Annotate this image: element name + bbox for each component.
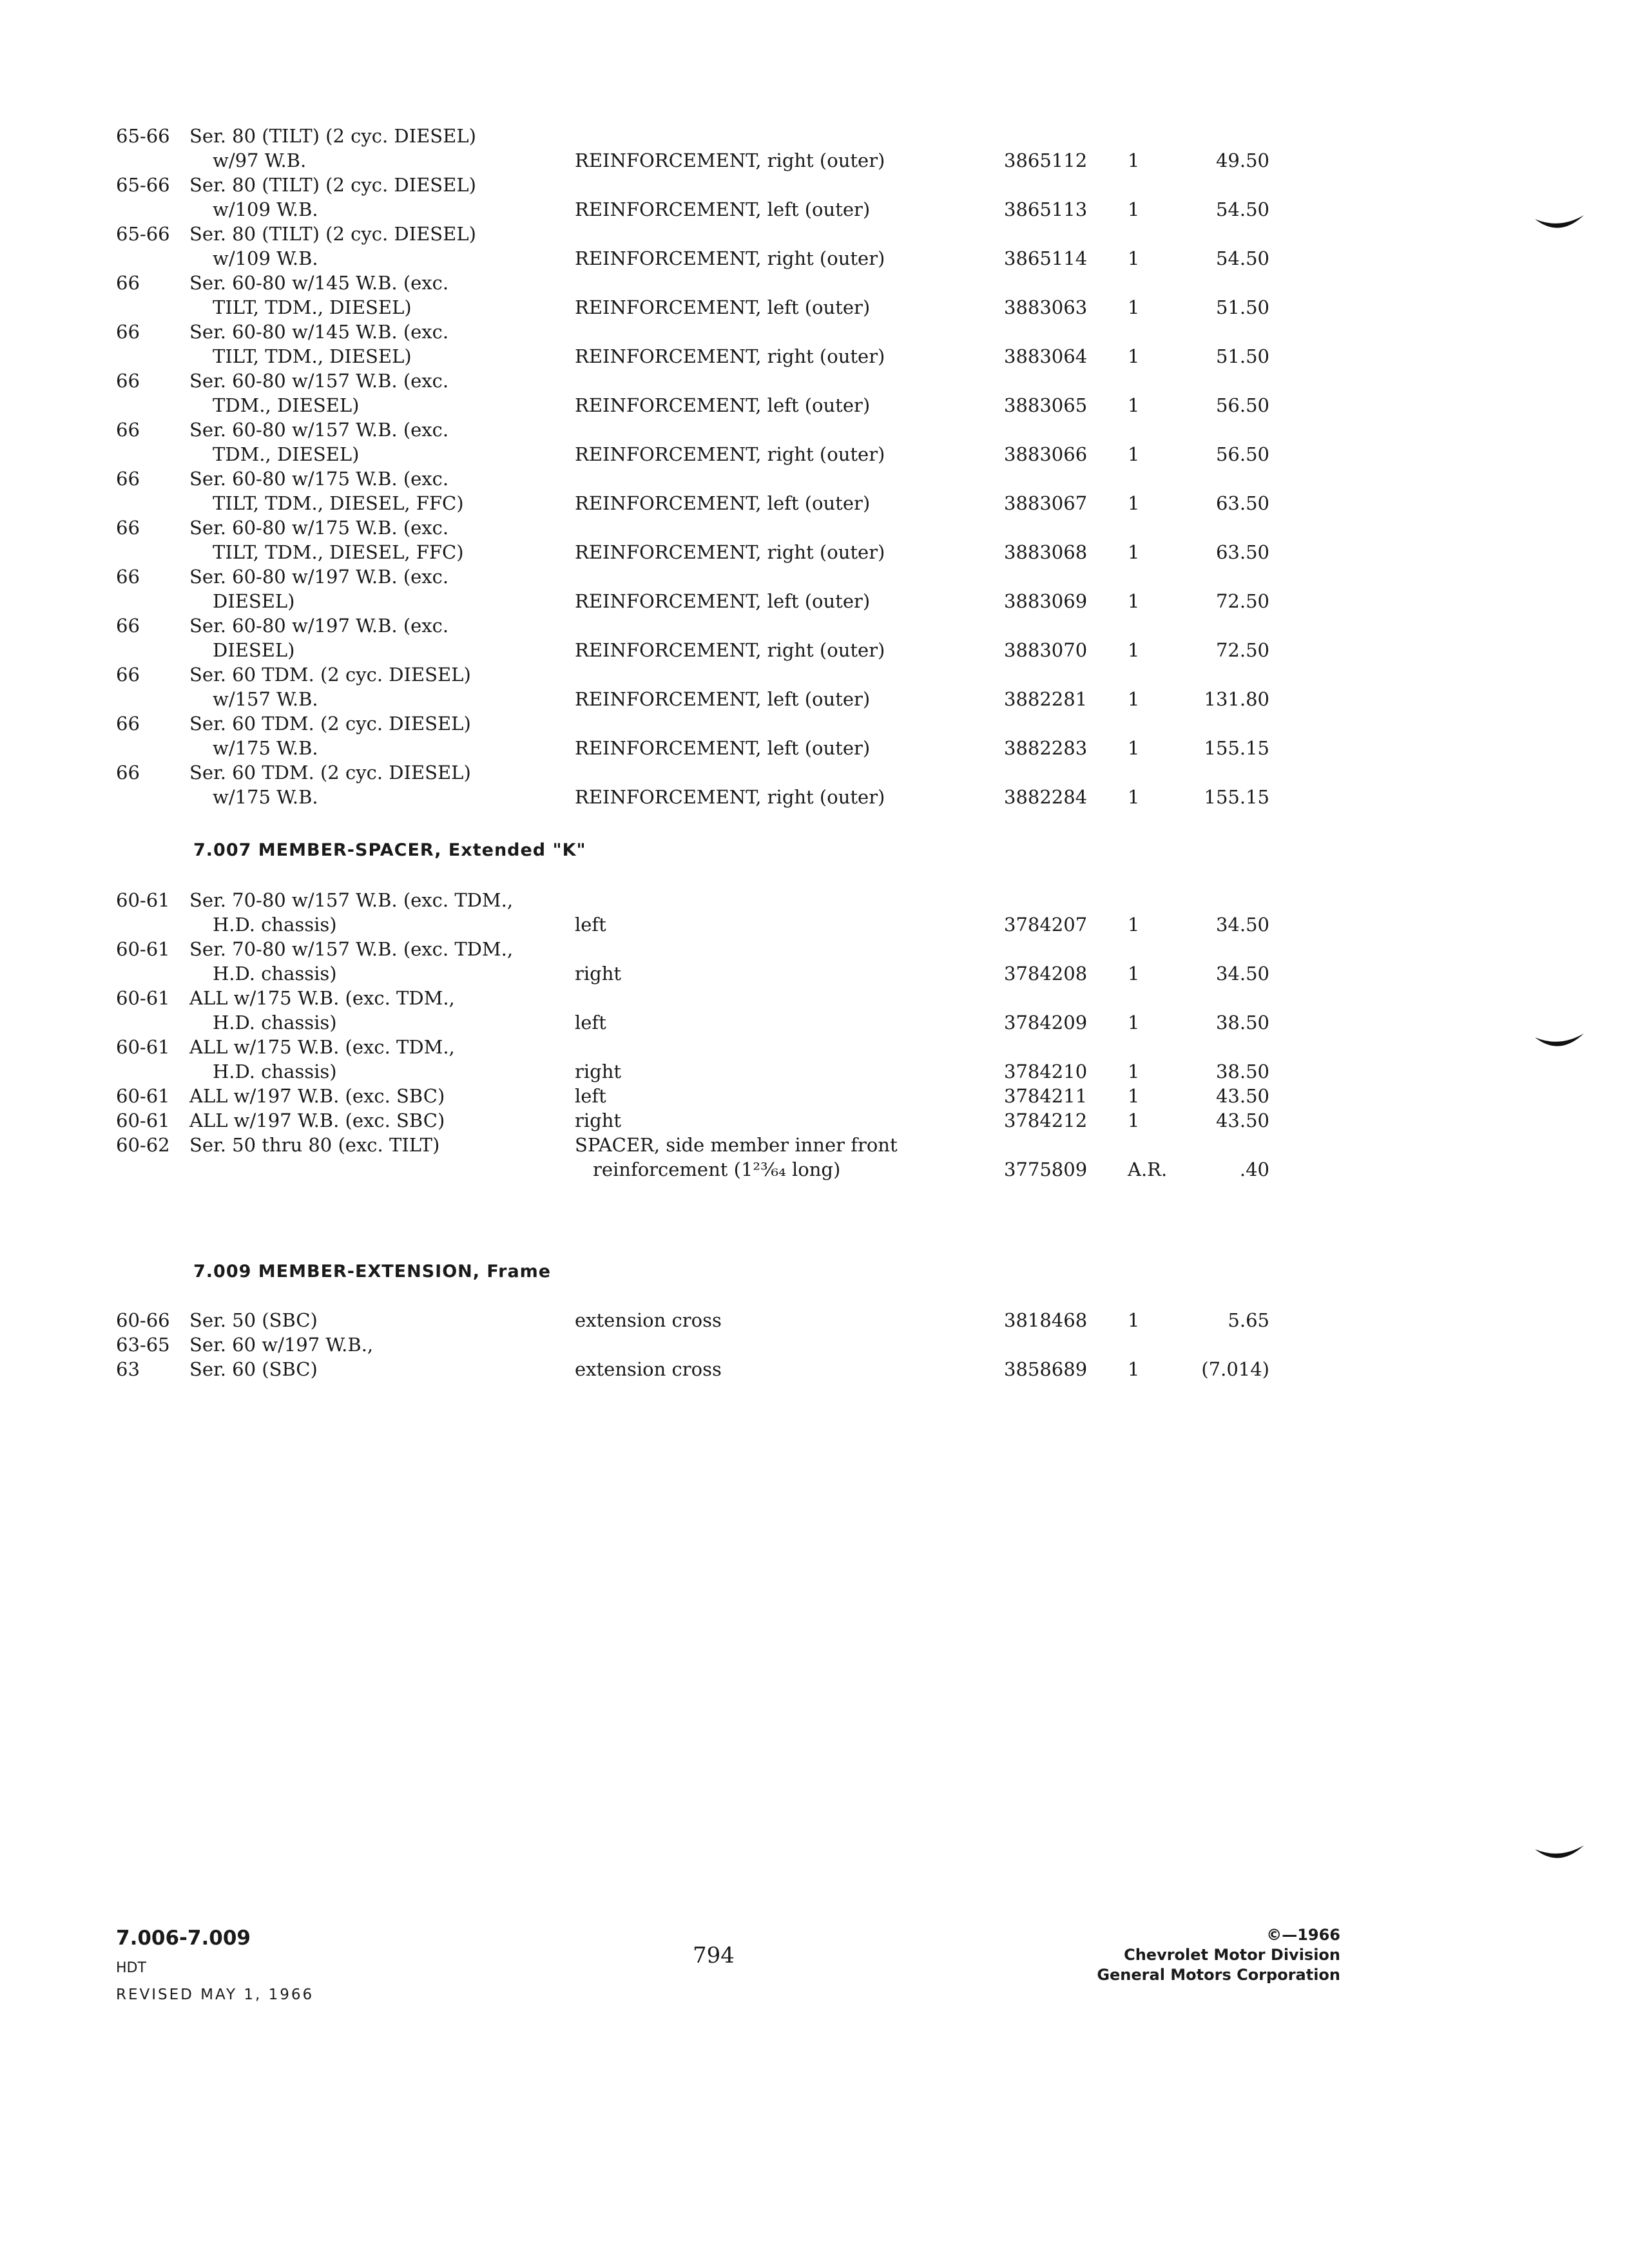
parts-entry (116, 937, 1269, 986)
entry-line (116, 961, 1269, 986)
price: 34.50 (1215, 914, 1269, 936)
application-continued: w/97 W.B. (213, 149, 307, 171)
quantity: 1 (1128, 963, 1140, 985)
part-description: right (575, 963, 622, 985)
part-description: right (575, 1061, 622, 1082)
model-years: 66 (116, 566, 140, 588)
application: Ser. 50 thru 80 (exc. TILT) (189, 1134, 440, 1156)
entry-line (116, 736, 1269, 760)
entry-line (116, 1010, 1269, 1035)
application: Ser. 50 (SBC) (189, 1309, 318, 1331)
corporation-name: General Motors Corporation (1097, 1966, 1340, 1984)
quantity: A.R. (1128, 1158, 1168, 1180)
part-number: 3784212 (1004, 1110, 1088, 1131)
quantity: 1 (1128, 345, 1140, 367)
quantity: 1 (1128, 1061, 1140, 1082)
application: Ser. 60-80 w/145 W.B. (exc. (189, 321, 449, 343)
application-continued: TILT, TDM., DIESEL, FFC) (213, 492, 464, 514)
entry-line (116, 148, 1269, 173)
application: Ser. 60 TDM. (2 cyc. DIESEL) (189, 713, 471, 735)
entry-line (116, 320, 1269, 344)
model-years: 66 (116, 272, 140, 294)
entry-line (116, 295, 1269, 320)
section-gap (116, 870, 1269, 888)
part-number: 3883065 (1004, 394, 1088, 416)
part-number: 3883067 (1004, 492, 1088, 514)
entry-line (116, 197, 1269, 222)
parts-entry (116, 662, 1269, 711)
entry-line (116, 418, 1269, 442)
model-years: 66 (116, 419, 140, 441)
entry-line (116, 1059, 1269, 1084)
parts-entry (116, 418, 1269, 466)
part-description: left (575, 914, 606, 936)
application-continued: DIESEL) (213, 590, 295, 612)
section-gap (116, 809, 1269, 831)
part-description-continued: reinforcement (1²³⁄₆₄ long) (593, 1158, 841, 1180)
application: Ser. 60 TDM. (2 cyc. DIESEL) (189, 762, 471, 783)
quantity: 1 (1128, 1309, 1140, 1331)
part-description: REINFORCEMENT, right (outer) (575, 149, 885, 171)
section-gap (116, 1182, 1269, 1253)
quantity: 1 (1128, 149, 1140, 171)
application: Ser. 80 (TILT) (2 cyc. DIESEL) (189, 125, 476, 147)
price: 34.50 (1215, 963, 1269, 985)
footer-left (116, 1927, 314, 2003)
application: Ser. 60-80 w/175 W.B. (exc. (189, 468, 449, 490)
parts-entry (116, 222, 1269, 271)
entry-line (116, 442, 1269, 466)
application-continued: w/175 W.B. (213, 786, 318, 808)
footer-right (1031, 1925, 1340, 1985)
parts-entry (116, 515, 1269, 564)
entry-line (116, 986, 1269, 1010)
part-description: REINFORCEMENT, left (outer) (575, 394, 871, 416)
price: 56.50 (1215, 443, 1269, 465)
part-number: 3784209 (1004, 1012, 1088, 1033)
entry-line (116, 1157, 1269, 1182)
parts-entry (116, 1133, 1269, 1182)
parts-entry (116, 1332, 1269, 1357)
price: 63.50 (1215, 492, 1269, 514)
price: 49.50 (1215, 149, 1269, 171)
model-years: 66 (116, 468, 140, 490)
parts-entry (116, 888, 1269, 937)
parts-entry (116, 613, 1269, 662)
parts-entry (116, 466, 1269, 515)
division-name: Chevrolet Motor Division (1124, 1946, 1340, 1964)
price: 5.65 (1228, 1309, 1269, 1331)
application: Ser. 60 TDM. (2 cyc. DIESEL) (189, 664, 471, 686)
model-years: 60-61 (116, 1110, 170, 1131)
entry-line (116, 1357, 1269, 1381)
part-number: 3784210 (1004, 1061, 1088, 1082)
parts-entry (116, 1108, 1269, 1133)
parts-entry (116, 760, 1269, 809)
part-number: 3784208 (1004, 963, 1088, 985)
part-description: extension cross (575, 1358, 722, 1380)
part-number: 3883070 (1004, 639, 1088, 661)
model-years: 60-62 (116, 1134, 170, 1156)
entry-line (116, 369, 1269, 393)
entry-line (116, 124, 1269, 148)
model-years: 60-61 (116, 1085, 170, 1107)
entry-line (116, 912, 1269, 937)
model-years: 60-66 (116, 1309, 170, 1331)
application-continued: TILT, TDM., DIESEL) (213, 296, 412, 318)
application: ALL w/197 W.B. (exc. SBC) (189, 1085, 445, 1107)
model-years: 63 (116, 1358, 140, 1380)
entry-line (116, 246, 1269, 271)
model-years: 66 (116, 321, 140, 343)
parts-entry (116, 1084, 1269, 1108)
entry-line (116, 638, 1269, 662)
part-description: left (575, 1085, 606, 1107)
application-continued: w/175 W.B. (213, 737, 318, 759)
price: 43.50 (1215, 1085, 1269, 1107)
binder-hole-mark-icon (1534, 1843, 1585, 1866)
application: Ser. 60-80 w/157 W.B. (exc. (189, 370, 449, 392)
entry-line (116, 344, 1269, 369)
price: 43.50 (1215, 1110, 1269, 1131)
price: 38.50 (1215, 1061, 1269, 1082)
section-heading: 7.009 MEMBER-EXTENSION, Frame (193, 1262, 552, 1282)
model-years: 66 (116, 615, 140, 637)
price: 155.15 (1204, 786, 1269, 808)
binder-hole-mark-icon (1534, 1031, 1585, 1054)
part-description: right (575, 1110, 622, 1131)
model-years: 65-66 (116, 125, 170, 147)
part-number: 3883064 (1004, 345, 1088, 367)
section-code: 7.006-7.009 (116, 1927, 251, 1950)
model-years: 63-65 (116, 1334, 170, 1356)
parts-entry (116, 711, 1269, 760)
application: Ser. 70-80 w/157 W.B. (exc. TDM., (189, 889, 514, 911)
part-description: REINFORCEMENT, left (outer) (575, 688, 871, 710)
quantity: 1 (1128, 1012, 1140, 1033)
entry-line (116, 1332, 1269, 1357)
parts-entry (116, 320, 1269, 369)
model-years: 65-66 (116, 223, 170, 245)
entry-line (116, 540, 1269, 564)
quantity: 1 (1128, 688, 1140, 710)
price: (7.014) (1201, 1358, 1269, 1380)
parts-entry (116, 369, 1269, 418)
quantity: 1 (1128, 492, 1140, 514)
quantity: 1 (1128, 443, 1140, 465)
model-years: 60-61 (116, 889, 170, 911)
entry-line (116, 271, 1269, 295)
application: Ser. 60-80 w/197 W.B. (exc. (189, 566, 449, 588)
entry-line (116, 1133, 1269, 1157)
quantity: 1 (1128, 394, 1140, 416)
application-continued: w/109 W.B. (213, 247, 318, 269)
page-number: 794 (693, 1943, 735, 1968)
application-continued: H.D. chassis) (213, 1012, 337, 1033)
part-description: REINFORCEMENT, right (outer) (575, 247, 885, 269)
application-continued: w/109 W.B. (213, 198, 318, 220)
part-description: extension cross (575, 1309, 722, 1331)
price: 51.50 (1215, 296, 1269, 318)
quantity: 1 (1128, 296, 1140, 318)
entry-line (116, 785, 1269, 809)
part-number: 3883068 (1004, 541, 1088, 563)
part-number: 3883066 (1004, 443, 1088, 465)
application: Ser. 60-80 w/197 W.B. (exc. (189, 615, 449, 637)
model-years: 66 (116, 517, 140, 539)
application: Ser. 60 w/197 W.B., (189, 1334, 374, 1356)
entry-line (116, 515, 1269, 540)
part-number: 3784211 (1004, 1085, 1088, 1107)
entry-line (116, 613, 1269, 638)
entry-line (116, 1084, 1269, 1108)
model-years: 60-61 (116, 987, 170, 1009)
price: 56.50 (1215, 394, 1269, 416)
model-years: 66 (116, 713, 140, 735)
part-description: left (575, 1012, 606, 1033)
entry-line (116, 222, 1269, 246)
application-continued: TILT, TDM., DIESEL, FFC) (213, 541, 464, 563)
model-years: 65-66 (116, 174, 170, 196)
part-number: 3883063 (1004, 296, 1088, 318)
parts-entry (116, 173, 1269, 222)
quantity: 1 (1128, 541, 1140, 563)
parts-entry (116, 1035, 1269, 1084)
application: Ser. 60-80 w/157 W.B. (exc. (189, 419, 449, 441)
parts-entry (116, 564, 1269, 613)
entry-line (116, 589, 1269, 613)
revision-date: REVISED MAY 1, 1966 (116, 1986, 314, 2003)
application: ALL w/175 W.B. (exc. TDM., (189, 987, 455, 1009)
quantity: 1 (1128, 914, 1140, 936)
application: ALL w/175 W.B. (exc. TDM., (189, 1036, 455, 1058)
part-description: REINFORCEMENT, right (outer) (575, 541, 885, 563)
price: 51.50 (1215, 345, 1269, 367)
part-number: 3882283 (1004, 737, 1088, 759)
entry-line (116, 564, 1269, 589)
part-number: 3865112 (1004, 149, 1088, 171)
entry-line (116, 466, 1269, 491)
part-number: 3865114 (1004, 247, 1088, 269)
part-description: REINFORCEMENT, left (outer) (575, 198, 871, 220)
binder-hole-mark-icon (1534, 213, 1585, 236)
part-description: REINFORCEMENT, left (outer) (575, 590, 871, 612)
part-number: 3775809 (1004, 1158, 1088, 1180)
quantity: 1 (1128, 786, 1140, 808)
price: 155.15 (1204, 737, 1269, 759)
application: Ser. 60-80 w/145 W.B. (exc. (189, 272, 449, 294)
entry-line (116, 888, 1269, 912)
price: 63.50 (1215, 541, 1269, 563)
application-continued: H.D. chassis) (213, 1061, 337, 1082)
entry-line (116, 173, 1269, 197)
application-continued: TILT, TDM., DIESEL) (213, 345, 412, 367)
model-years: 60-61 (116, 1036, 170, 1058)
application-continued: w/157 W.B. (213, 688, 318, 710)
part-number: 3784207 (1004, 914, 1088, 936)
entry-line (116, 662, 1269, 687)
copyright: ©—1966 (1266, 1926, 1340, 1944)
part-number: 3883069 (1004, 590, 1088, 612)
part-description: REINFORCEMENT, left (outer) (575, 296, 871, 318)
quantity: 1 (1128, 639, 1140, 661)
part-description: REINFORCEMENT, right (outer) (575, 345, 885, 367)
product-line: HDT (116, 1960, 146, 1976)
entry-line (116, 687, 1269, 711)
parts-entry (116, 271, 1269, 320)
quantity: 1 (1128, 1358, 1140, 1380)
entry-line (116, 1308, 1269, 1332)
quantity: 1 (1128, 1085, 1140, 1107)
part-description: REINFORCEMENT, right (outer) (575, 786, 885, 808)
parts-listing (116, 124, 1269, 1381)
quantity: 1 (1128, 198, 1140, 220)
part-number: 3818468 (1004, 1309, 1088, 1331)
application-continued: H.D. chassis) (213, 963, 337, 985)
application: Ser. 70-80 w/157 W.B. (exc. TDM., (189, 938, 514, 960)
part-number: 3865113 (1004, 198, 1088, 220)
entry-line (116, 1035, 1269, 1059)
quantity: 1 (1128, 590, 1140, 612)
entry-line (116, 711, 1269, 736)
parts-entry (116, 986, 1269, 1035)
quantity: 1 (1128, 737, 1140, 759)
part-description: REINFORCEMENT, right (outer) (575, 443, 885, 465)
part-number: 3858689 (1004, 1358, 1088, 1380)
price: 38.50 (1215, 1012, 1269, 1033)
part-number: 3882281 (1004, 688, 1088, 710)
application-continued: DIESEL) (213, 639, 295, 661)
part-description: REINFORCEMENT, left (outer) (575, 492, 871, 514)
part-number: 3882284 (1004, 786, 1088, 808)
parts-entry (116, 124, 1269, 173)
entry-line (116, 393, 1269, 418)
price: 54.50 (1215, 198, 1269, 220)
application: Ser. 60 (SBC) (189, 1358, 318, 1380)
price: 72.50 (1215, 590, 1269, 612)
quantity: 1 (1128, 247, 1140, 269)
application-continued: TDM., DIESEL) (213, 443, 360, 465)
part-description: REINFORCEMENT, left (outer) (575, 737, 871, 759)
part-description: REINFORCEMENT, right (outer) (575, 639, 885, 661)
quantity: 1 (1128, 1110, 1140, 1131)
price: .40 (1239, 1158, 1269, 1180)
entry-line (116, 937, 1269, 961)
section-heading: 7.007 MEMBER-SPACER, Extended "K" (193, 840, 586, 860)
model-years: 66 (116, 664, 140, 686)
application: Ser. 60-80 w/175 W.B. (exc. (189, 517, 449, 539)
entry-line (116, 760, 1269, 785)
entry-line (116, 491, 1269, 515)
model-years: 66 (116, 370, 140, 392)
model-years: 66 (116, 762, 140, 783)
application: Ser. 80 (TILT) (2 cyc. DIESEL) (189, 174, 476, 196)
section-gap (116, 1291, 1269, 1308)
application: Ser. 80 (TILT) (2 cyc. DIESEL) (189, 223, 476, 245)
price: 72.50 (1215, 639, 1269, 661)
entry-line (116, 1108, 1269, 1133)
application-continued: TDM., DIESEL) (213, 394, 360, 416)
application: ALL w/197 W.B. (exc. SBC) (189, 1110, 445, 1131)
model-years: 60-61 (116, 938, 170, 960)
parts-entry (116, 1357, 1269, 1381)
price: 54.50 (1215, 247, 1269, 269)
price: 131.80 (1204, 688, 1269, 710)
application-continued: H.D. chassis) (213, 914, 337, 936)
part-description: SPACER, side member inner front (575, 1134, 898, 1156)
parts-entry (116, 1308, 1269, 1332)
